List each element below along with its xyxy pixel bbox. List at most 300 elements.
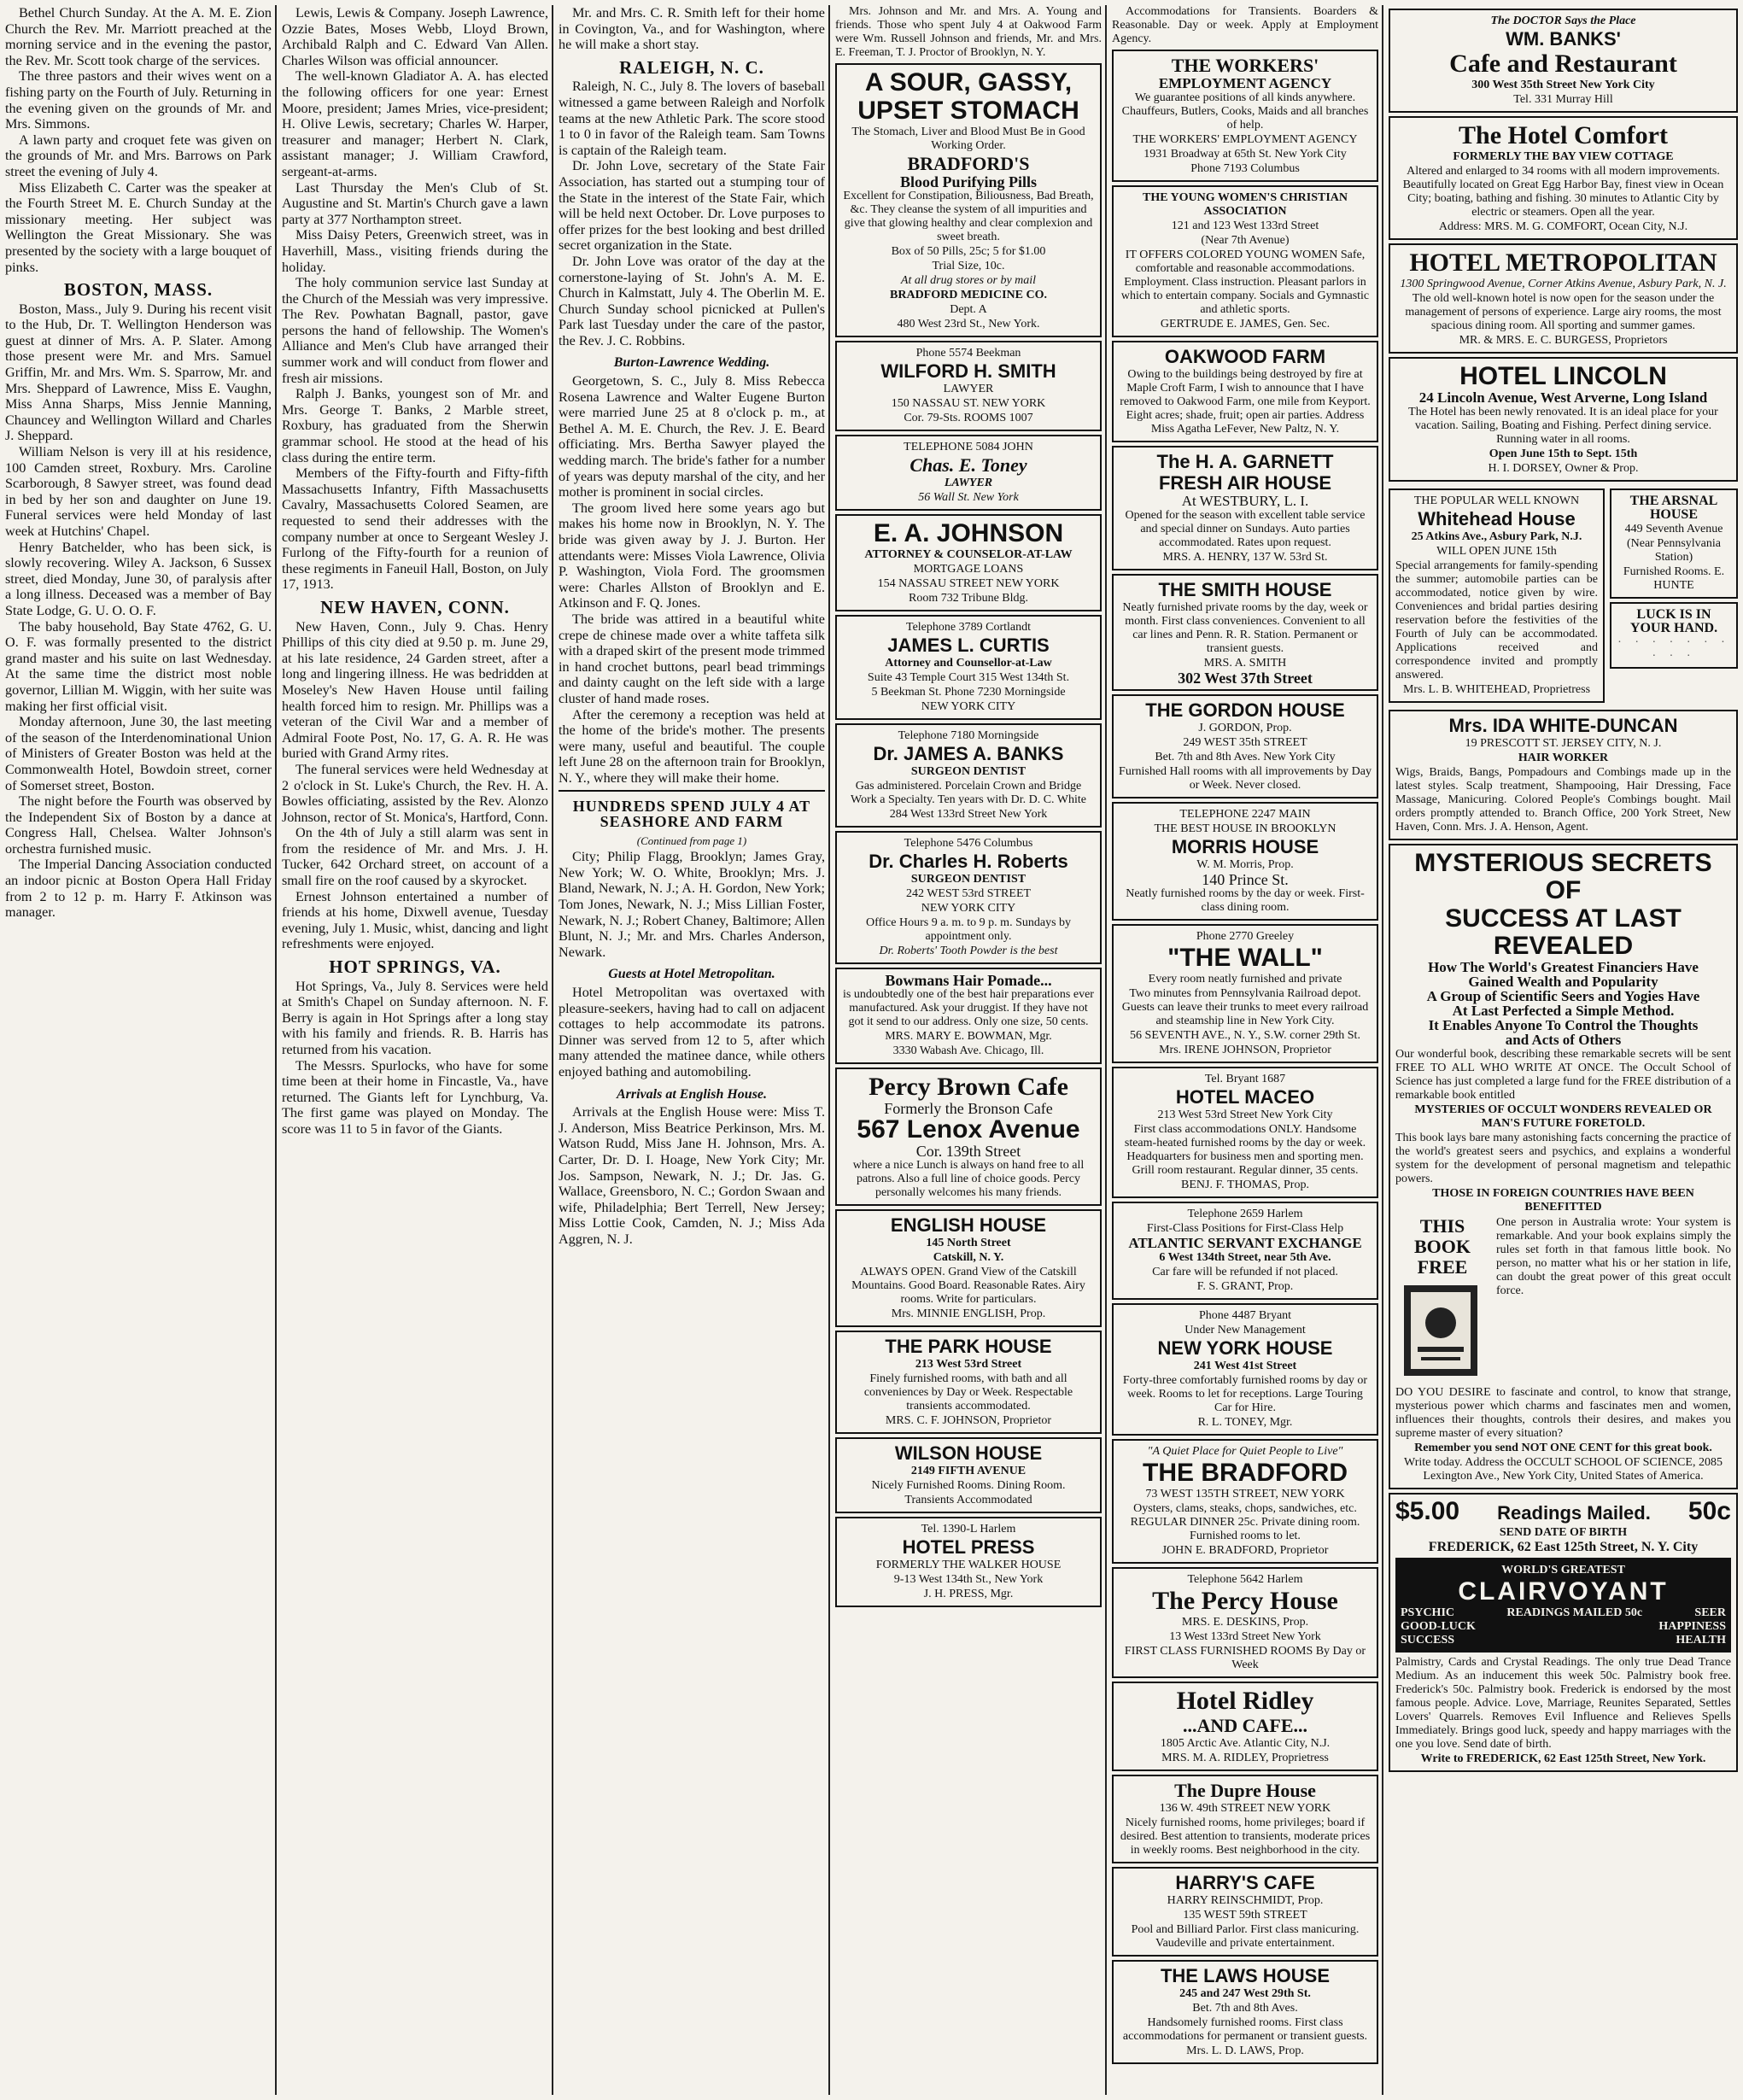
ad-text: One person in Australia wrote: Your system is remarkable. And your book explains simply the rules set forth in that famous little book. No person, no matter what his or her station in life, can doubt the great power of this great occult force. <box>1496 1216 1731 1297</box>
ad-phone: Tel. Bryant 1687 <box>1204 1073 1286 1085</box>
article-text: Ernest Johnson entertained a number of friends at his home, Dixwell avenue, Tuesday evening, July 1. Music, whist, dancing and light refreshments were enjoyed. <box>282 888 548 952</box>
ad-address: 136 W. 49th STREET NEW YORK <box>1159 1802 1331 1815</box>
ad-address: 9-13 West 134th St., New York <box>893 1573 1044 1586</box>
ad-title: Chas. E. Toney <box>910 454 1027 476</box>
ad-arsnal-house <box>1610 488 1738 599</box>
ad-address: 56 SEVENTH AVE., N. Y., S.W. corner 29th St. <box>1130 1029 1360 1042</box>
ad-text: FORMERLY THE WALKER HOUSE <box>875 1559 1062 1571</box>
ad-address: 284 West 133rd Street New York <box>889 808 1048 821</box>
ad-title: MORRIS HOUSE <box>1171 836 1319 857</box>
ad-harrys-cafe <box>1112 1867 1378 1957</box>
ad-text: LAWYER <box>943 383 994 395</box>
ad-text: Nicely Furnished Rooms. Dining Room. <box>871 1479 1066 1492</box>
ad-title: HOTEL LINCOLN <box>1459 362 1667 390</box>
ad-hotel-lincoln <box>1389 357 1738 482</box>
article-text: Boston, Mass., July 9. During his recent visit to the Hub, Dr. T. Wellington Henderson was guest at dinner of Mrs. A. P. Slater. Among those present were Mr. and Mrs. Samuel Griffin, Mr. and Mrs. Wm. S. Sparrow, Mr. and Mrs. Sheppard of Lawrence, Miss E. Vaughn, Miss Anna Sharps, Miss Jennie Manning, Chauncey and Wellington Willard and Charles J. Sheppard. <box>5 301 272 444</box>
ad-title: FRESH AIR HOUSE <box>1158 472 1332 494</box>
ad-subheadline: It Enables Anyone To Control the Thoughts <box>1428 1017 1699 1033</box>
column-rule <box>552 5 553 2095</box>
ad-headline: SUCCESS AT LAST REVEALED <box>1445 904 1682 960</box>
ad-text: Write to FREDERICK, 62 East 125th Street, New York. <box>1420 1752 1706 1765</box>
ad-ea-johnson <box>835 514 1102 611</box>
ad-text: Remember you send NOT ONE CENT for this great book. <box>1414 1442 1712 1454</box>
article-text: Accommodations for Transients. Boarders & Reasonable. Day or week. Apply at Employment Agency. <box>1112 5 1378 45</box>
ad-title: Blood Purifying Pills <box>899 173 1038 190</box>
ad-text: READINGS MAILED 50c <box>1506 1606 1643 1619</box>
ad-workers-employment <box>1112 50 1378 182</box>
ad-title: The Dupre House <box>1174 1780 1316 1801</box>
ad-text: IT OFFERS COLORED YOUNG WOMEN Safe, comfortable and reasonable accommodations. Employment. Class instruction. Pleasant parlors in which to entertain company. Socials and Gymnastic and athletic sports. <box>1120 249 1370 316</box>
ad-garnett-fresh-air-house <box>1112 446 1378 570</box>
ad-text: JOHN E. BRADFORD, Proprietor <box>1161 1544 1329 1557</box>
ad-phone: TELEPHONE 2247 MAIN <box>1179 808 1311 821</box>
ad-address: Cor. 139th Street <box>915 1143 1021 1160</box>
ad-address: 13 West 133rd Street New York <box>1169 1630 1321 1643</box>
ad-text: Neatly furnished rooms by the day or week. First-class dining room. <box>1126 887 1365 914</box>
ad-address: 242 WEST 53rd STREET <box>905 887 1032 900</box>
ad-text: Attorney and Counsellor-at-Law <box>885 657 1052 670</box>
ad-address: 449 Seventh Avenue <box>1624 523 1723 535</box>
ad-hotel-metropolitan <box>1389 243 1738 354</box>
ad-new-york-house <box>1112 1303 1378 1436</box>
ad-subheadline: How The World's Greatest Financiers Have <box>1428 959 1699 975</box>
ad-address: 1300 Springwood Avenue, Corner Atkins Avenue, Asbury Park, N. J. <box>1400 278 1727 290</box>
ad-text: Car fare will be refunded if not placed. <box>1152 1266 1338 1278</box>
ad-title: Cafe and Restaurant <box>1449 50 1677 78</box>
illegible-text: · · · · · · · · · · <box>1617 636 1730 663</box>
ad-title: The Percy House <box>1152 1587 1338 1615</box>
ad-title: The Hotel Comfort <box>1459 121 1668 149</box>
ad-phone: Telephone 2659 Harlem <box>1187 1208 1303 1220</box>
ad-text: HAIR WORKER <box>1518 752 1609 764</box>
ad-text: Write today. Address the OCCULT SCHOOL OF SCIENCE, 2085 Lexington Ave., New York City, United States of America. <box>1404 1456 1723 1483</box>
ad-text: THE WORKERS' EMPLOYMENT AGENCY <box>1132 133 1358 146</box>
ad-text: SUCCESS <box>1401 1634 1455 1647</box>
section-heading-hot-springs: HOT SPRINGS, VA. <box>329 956 501 978</box>
ad-bowmans-pomade <box>835 968 1102 1064</box>
ad-title: The H. A. GARNETT <box>1156 451 1334 472</box>
ad-title: THE YOUNG WOMEN'S CHRISTIAN ASSOCIATION <box>1143 191 1348 218</box>
ad-hotel-maceo <box>1112 1067 1378 1198</box>
ad-address: NEW YORK CITY <box>921 700 1016 713</box>
ad-text: First-Class Positions for First-Class Help <box>1146 1222 1344 1235</box>
ad-text: MRS. A. SMITH <box>1203 657 1287 670</box>
ad-address: 241 West 41st Street <box>1193 1360 1297 1372</box>
ad-text: The old well-known hotel is now open for the season under the management of persons of experience. Large airy rooms, the most spacious dining room. All sporting and summer games. <box>1405 292 1722 332</box>
ad-text: W. M. Morris, Prop. <box>1196 858 1294 871</box>
banner-row <box>1401 1606 1726 1620</box>
ad-text: F. S. GRANT, Prop. <box>1196 1280 1294 1293</box>
ad-body-text <box>1496 1215 1731 1299</box>
article-text: New Haven, Conn., July 9. Chas. Henry Phillips of this city died at 9.50 p. m. June 29, at his late residence, 24 Garden street, after a long and lingering illness. He was bedridden at Moseley's New Haven House until failing health forced him to resign. Mr. Phillips was a veteran of the Civil War and a member of Admiral Foote Post, No. 17, G. A. R. He was buried with Grand Army rites. <box>282 618 548 762</box>
article-text: The funeral services were held Wednesday at 2 o'clock in St. Luke's Church, the Rev. H. A. Bowles officiating, assisted by the Rev. Alonzo Johnson, rector of St. Monica's, Hartford, Conn. <box>282 761 548 825</box>
ad-percy-brown-cafe <box>835 1068 1102 1206</box>
ad-hotel-comfort <box>1389 116 1738 240</box>
ad-address: (Near 7th Avenue) <box>1201 234 1290 247</box>
ad-address: 249 WEST 35th STREET <box>1183 736 1307 749</box>
ad-text: SURGEON DENTIST <box>910 873 1026 886</box>
ad-phone: Telephone 7180 Morningside <box>898 729 1039 742</box>
ad-subheadline: At Last Perfected a Simple Method. <box>1452 1003 1675 1019</box>
ad-address: 480 West 23rd St., New York. <box>897 318 1040 331</box>
ad-text: (Near Pennsylvania Station) <box>1626 537 1722 564</box>
book-illustration <box>1395 1215 1489 1385</box>
ad-text: MRS. A. HENRY, 137 W. 53rd St. <box>1162 551 1328 564</box>
ad-title: Readings Mailed. <box>1497 1502 1651 1524</box>
article-text: Monday afternoon, June 30, the last meeting of the season of the Interdenominational Union of Ministers of Greater Boston was held at the Commonwealth Hotel, Bowdoin street, corner of Somerset street, Boston. <box>5 714 272 793</box>
article-text: The Messrs. Spurlocks, who have for some time been at their home in Fincastle, Va., have returned. The Giants left for Lynchburg, Va. The first game was played on Monday. The score was 11 to 5 in favor of the Giants. <box>282 1057 548 1137</box>
ad-title: HOTEL METROPOLITAN <box>1409 249 1717 277</box>
column-6 <box>1389 5 1738 1775</box>
ad-address: 56 Wall St. New York <box>918 491 1019 504</box>
ad-whitehead-house <box>1389 488 1605 703</box>
ad-title: Percy Brown Cafe <box>869 1073 1068 1101</box>
ad-text: H. I. DORSEY, Owner & Prop. <box>1488 462 1639 475</box>
ad-text: "A Quiet Place for Quiet People to Live" <box>1147 1445 1343 1458</box>
column-3 <box>559 5 825 1248</box>
ad-address: 300 West 35th Street New York City <box>1471 79 1655 91</box>
article-text: Arrivals at the English House were: Miss T. J. Anderson, Miss Beatrice Perkinson, Mrs. M. Watson Rudd, Miss Jane H. Johnson, Mrs. A. Carter, Dr. D. I. Hoage, New York City; Mr. Jos. Sampson, Newark, N. J.; Dr. Jas. G. Wallace, Greensboro, N. C.; Gordon Swaan and wife, Philadelphia; Bert Terrell, New Jersey; Miss Lottie Cook, Camden, N. J.; Miss Ada Aggren, N. J. <box>559 1104 825 1247</box>
ad-title: EMPLOYMENT AGENCY <box>1158 75 1332 91</box>
banner-row <box>1401 1634 1726 1647</box>
ad-text: J. GORDON, Prop. <box>1198 722 1292 734</box>
ad-text: Dr. Roberts' Tooth Powder is the best <box>879 945 1058 957</box>
ad-phone: Tel. 1390-L Harlem <box>921 1523 1016 1536</box>
ad-mysterious-secrets <box>1389 844 1738 1489</box>
ad-text: MRS. C. F. JOHNSON, Proprietor <box>885 1414 1052 1427</box>
ad-text: GERTRUDE E. JAMES, Gen. Sec. <box>1160 318 1331 331</box>
ad-text: Mrs. L. B. WHITEHEAD, Proprietress <box>1402 683 1591 696</box>
ad-text: Furnished Hall rooms with all improvements by Day or Week. Never closed. <box>1119 765 1372 792</box>
ad-phone: Phone 2770 Greeley <box>1196 930 1295 943</box>
ad-text: Special arrangements for family-spending the summer; automobile parties can be accommodated, notice given by wire. Conveniences and bridal parties desiring reservation before the festivities of the Fourth of July can be accommodated. Applications received and correspondence invited and promptly answered. <box>1395 559 1598 681</box>
ad-text: WORLD'S GREATEST <box>1501 1564 1625 1576</box>
ad-price-row <box>1395 1498 1731 1525</box>
article-text: Miss Elizabeth C. Carter was the speaker at the Fourth Street M. E. Church Sunday at the missionary meeting. Her subject was Wellington the Great Missionary. She was presented by the society with a large bouquet of pinks. <box>5 179 272 275</box>
article-text: Dr. John Love, secretary of the State Fair Association, has started out a stumping tour of the State in the interest of the State Fair, which will be held next October. Dr. Love purposes to offer prizes for the best looking and best drilled secret organization in the State. <box>559 158 825 254</box>
book-icon <box>1395 1278 1489 1381</box>
ad-text: Wigs, Braids, Bangs, Pompadours and Combings made up in the latest styles. Scalp treatment, Shampooing, Hair Dressing, Face Massage, Manicuring. Colored People's Combings bought. Mail orders promptly attended to. Branch Office, 200 York Street, New Haven, Conn. Mrs. J. A. Henson, Agent. <box>1395 766 1731 834</box>
ad-address: Catskill, N. Y. <box>933 1251 1004 1264</box>
ad-phone: Telephone 5476 Columbus <box>904 837 1033 850</box>
ad-text: THE POPULAR WELL KNOWN <box>1413 494 1580 507</box>
ad-text: Mrs. MINNIE ENGLISH, Prop. <box>891 1307 1046 1320</box>
ad-title: WILFORD H. SMITH <box>880 360 1056 382</box>
ad-address: Address: MRS. M. G. COMFORT, Ocean City, N.J. <box>1438 220 1688 233</box>
ad-address: 24 Lincoln Avenue, West Arverne, Long Island <box>1418 389 1708 406</box>
ad-phone: Tel. 331 Murray Hill <box>1513 93 1613 106</box>
ad-book-label: THIS BOOK FREE <box>1413 1215 1471 1278</box>
ad-text: Pool and Billiard Parlor. First class manicuring. Vaudeville and private entertainment. <box>1131 1923 1360 1950</box>
ad-atlantic-servant-exchange <box>1112 1202 1378 1300</box>
column-5 <box>1112 5 1378 2068</box>
article-text: Mr. and Mrs. C. R. Smith left for their home in Covington, Va., and for Washington, where he will make a short stay. <box>559 5 825 53</box>
ad-body-row <box>1395 1215 1731 1385</box>
ad-title: OAKWOOD FARM <box>1164 346 1326 367</box>
ad-title: HOTEL MACEO <box>1175 1086 1315 1108</box>
column-rule <box>828 5 830 2095</box>
article-text: Raleigh, N. C., July 8. The lovers of baseball witnessed a game between Raleigh and Norfolk teams at the new Athletic Park. The score stood 1 to 0 in favor of the Raleigh team. Sam Towns is captain of the Raleigh team. <box>559 79 825 158</box>
ad-address: Room 732 Tribune Bldg. <box>908 592 1029 605</box>
ad-price: $5.00 <box>1395 1497 1460 1525</box>
article-text: The bride was attired in a beautiful white crepe de chinese made over a white taffeta silk with a draped skirt of the present mode trimmed in hand crochet buttons, pearl bead trimmings and dainty caught on the left side with a large cluster of hand made roses. <box>559 611 825 706</box>
ad-text: We guarantee positions of all kinds anywhere. Chauffeurs, Butlers, Cooks, Maids and all branches of help. <box>1121 91 1369 132</box>
ad-address: 154 NASSAU STREET NEW YORK <box>877 577 1060 590</box>
ad-address: 150 NASSAU ST. NEW YORK <box>891 397 1046 410</box>
ad-chas-toney <box>835 435 1102 511</box>
article-text: Georgetown, S. C., July 8. Miss Rebecca Rosena Lawrence and Walter Eugene Burton were married June 25 at 8 o'clock p. m., at Bethel A. M. E. Church, the Rev. J. E. Beard officiating. Mrs. Bertha Sawyer played the wedding march. The bride's father for a number of years was deputy marshal of the city, and her mother is prominent in social circles. <box>559 373 825 500</box>
ad-smith-house <box>1112 574 1378 691</box>
ad-title: THE BRADFORD <box>1143 1459 1348 1487</box>
ad-text: At all drug stores or by mail <box>900 274 1037 287</box>
ad-text: FORMERLY THE BAY VIEW COTTAGE <box>1453 150 1674 163</box>
ad-title: "THE WALL" <box>1167 944 1323 972</box>
article-text: William Nelson is very ill at his residence, 100 Camden street, Roxbury. Mrs. Caroline Scarborough, 8 Sawyer street, was found dead in bed by her son and daughter on June 19. Funeral services were held Monday of last week at Hutchins' Chapel. <box>5 444 272 539</box>
ad-text: Oysters, clams, steaks, chops, sandwiches, etc. REGULAR DINNER 25c. Private dining room. Furnished rooms to let. <box>1130 1502 1360 1542</box>
ad-address: 245 and 247 West 29th St. <box>1179 1987 1311 2000</box>
article-text: The baby household, Bay State 4762, G. U. O. F. was formally presented to the district grand master and his suite on last Wednesday. At the same time the district most noble governor, Lillian M. Wiggin, with her suite was making her first official visit. <box>5 618 272 714</box>
ad-wilson-house <box>835 1437 1102 1513</box>
ad-title: THE ARSNAL HOUSE <box>1629 494 1718 522</box>
ad-text: SEND DATE OF BIRTH <box>1499 1526 1628 1539</box>
subheading-wedding: Burton-Lawrence Wedding. <box>613 355 770 371</box>
ad-address: 6 West 134th Street, near 5th Ave. <box>1159 1251 1331 1264</box>
ad-james-curtis <box>835 615 1102 720</box>
article-text: Ralph J. Banks, youngest son of Mr. and Mrs. George T. Banks, 2 Marble street, Roxbury, has graduated from the Sherwin grammar school. He stood at the head of his class during the entire term. <box>282 386 548 465</box>
continued-note: (Continued from page 1) <box>636 834 747 847</box>
ad-text: J. H. PRESS, Mgr. <box>923 1588 1014 1600</box>
ad-text: ALWAYS OPEN. Grand View of the Catskill Mountains. Good Board. Reasonable Rates. Airy rooms. Write for particulars. <box>851 1266 1085 1306</box>
ad-text: Formerly the Bronson Cafe <box>884 1100 1053 1117</box>
ad-text: Owing to the buildings being destroyed by fire at Maple Croft Farm, I wish to announce that I have removed to Oakwood Farm, one mile from Keyport. Eight acres; shade, fruit; open air parties. Address Miss Agatha LeFever, New Paltz, N. Y. <box>1120 368 1371 436</box>
headline-july-4: HUNDREDS SPEND JULY 4 AT SEASHORE AND FARM <box>572 797 811 831</box>
article-text: Hotel Metropolitan was overtaxed with pleasure-seekers, having had to call on adjacent cottages to help accommodate its patrons. Dinner was served from 12 to 5, after which many attended the matinee dance, while others enjoyed bathing and automobiling. <box>559 985 825 1079</box>
ad-title: ...AND CAFE... <box>1182 1715 1308 1736</box>
ad-text: MORTGAGE LOANS <box>913 563 1024 576</box>
ad-text: ATTORNEY & COUNSELOR-AT-LAW <box>864 548 1073 561</box>
ad-ywca <box>1112 185 1378 337</box>
ad-text: MYSTERIES OF OCCULT WONDERS REVEALED OR MAN'S FUTURE FORETOLD. <box>1414 1103 1712 1130</box>
ad-text: PSYCHIC <box>1401 1606 1455 1619</box>
ad-text: MR. & MRS. E. C. BURGESS, Proprietors <box>1459 334 1668 347</box>
article-text: The holy communion service last Sunday at the Church of the Messiah was very impressive. The Rev. Powhatan Bagnall, pastor, gave persons the hand of fellowship. The Women's Alliance and Men's Club have arranged their summer work and will conduct from flower and fresh air missions. <box>282 275 548 386</box>
ad-title: CLAIRVOYANT <box>1458 1577 1669 1606</box>
ad-address: 73 WEST 135TH STREET, NEW YORK <box>1145 1488 1345 1500</box>
divider <box>559 790 825 792</box>
ad-title: Dr. Charles H. Roberts <box>869 851 1068 872</box>
ad-title: WILSON HOUSE <box>894 1442 1043 1464</box>
ad-text: Every room neatly furnished and private <box>1148 973 1342 986</box>
ad-address: 135 WEST 59th STREET <box>1183 1909 1307 1922</box>
ad-title: BRADFORD'S <box>907 153 1030 174</box>
ad-address: 121 and 123 West 133rd Street <box>1171 219 1319 232</box>
ad-text: Finely furnished rooms, with bath and all conveniences by Day or Week. Respectable transients accommodated. <box>863 1372 1073 1413</box>
article-text: Last Thursday the Men's Club of St. Augustine and St. Martin's Church gave a lawn party at 377 Northampton street. <box>282 179 548 227</box>
ad-morris-house <box>1112 802 1378 921</box>
ad-address: NEW YORK CITY <box>921 902 1016 915</box>
ad-text: SEER <box>1694 1606 1726 1619</box>
ad-address: Bet. 7th and 8th Aves. New York City <box>1155 751 1336 763</box>
ad-title: Hotel Ridley <box>1176 1687 1314 1715</box>
ad-text: THE BEST HOUSE IN BROOKLYN <box>1154 822 1336 835</box>
clairvoyant-banner <box>1395 1558 1731 1653</box>
ad-text: Under New Management <box>1184 1324 1306 1337</box>
ad-ida-white-duncan <box>1389 710 1738 840</box>
ad-address: Bet. 7th and 8th Aves. <box>1192 2002 1298 2015</box>
ad-gordon-house <box>1112 694 1378 798</box>
ad-text: The Stomach, Liver and Blood Must Be in Good Working Order. <box>851 126 1085 152</box>
ad-text: The Hotel has been newly renovated. It is an ideal place for your vacation. Sailing, Boating and Fishing. Perfect dining service. Running water in all rooms. <box>1408 406 1718 446</box>
ad-text: is undoubtedly one of the best hair preparations ever manufactured. Ask your druggist. If they have not got it send to our address. Only one size, 50 cents. <box>843 988 1094 1028</box>
article-text: Members of the Fifty-fourth and Fifty-fifth Massachusetts Infantry, Fifth Massachusetts Cavalry, Massachusetts Colored Seamen, are requested to send their addresses with the company number at once to Sergeant Wesley J. Furlong of the Fifty-fourth for a reunion of these regiments in Faneuil Hall, Boston, on July 17, 1913. <box>282 465 548 593</box>
ad-headline: A SOUR, GASSY, <box>864 68 1073 97</box>
article-text: On the 4th of July a still alarm was sent in from the residence of Mr. and Mrs. J. H. Tucker, 642 Orchard street, on account of a small fire on the roof caused by a skyrocket. <box>282 825 548 889</box>
article-text: The Imperial Dancing Association conducted an indoor picnic at Boston Opera Hall Friday from 2 to 12 p. m. Harry F. Atkinson was manager. <box>5 857 272 921</box>
ad-text: Nicely furnished rooms, home privileges; board if desired. Best attention to transients, moderate prices in weekly rooms. Best neighborhood in the city. <box>1120 1816 1371 1857</box>
article-text: Mrs. Johnson and Mr. and Mrs. A. Young and friends. Those who spent July 4 at Oakwood Farm were Wm. Russell Johnson and friends, Mr. and Mrs. E. Freeman, T. J. Proctor of Brooklyn, N. Y. <box>835 5 1102 59</box>
ad-laws-house <box>1112 1960 1378 2064</box>
ad-phone: Phone 4487 Bryant <box>1198 1309 1292 1322</box>
ad-subheadline: Gained Wealth and Popularity <box>1468 974 1658 990</box>
ad-address: 1931 Broadway at 65th St. New York City <box>1143 148 1347 161</box>
ad-company: BRADFORD MEDICINE CO. <box>890 289 1047 301</box>
ad-luck-hand <box>1610 602 1738 669</box>
ad-title: ENGLISH HOUSE <box>890 1214 1047 1236</box>
ad-title: Bowmans Hair Pomade... <box>885 972 1052 989</box>
ad-text: DO YOU DESIRE to fascinate and control, to know that strange, mysterious power which charms and fascinates men and women, influences their thoughts, controls their desires, and makes you supreme master of every situation? <box>1395 1386 1731 1440</box>
ad-address: 302 West 37th Street <box>1178 670 1313 687</box>
ad-text: This book lays bare many astonishing facts concerning the practice of the world's greatest seers and psychics, and explains a wonderful system for the development of personal magnetism and telepathic powers. <box>1395 1132 1731 1185</box>
ad-text: The DOCTOR Says the Place <box>1490 15 1636 27</box>
article-text: The groom lived here some years ago but makes his home now in Brooklyn, N. Y. The bride was given away by J. J. Burton. Her attendants were: Misses Viola Lawrence, Olivia P. Washington, Viola Ford. The groomsmen were: Charles Allston of Brooklyn and E. Atkinson and F. Q. Jones. <box>559 500 825 611</box>
ad-address: Cor. 79-Sts. ROOMS 1007 <box>904 412 1033 424</box>
ad-title: Dr. JAMES A. BANKS <box>873 743 1064 764</box>
ad-park-house <box>835 1331 1102 1434</box>
ad-text: FIRST CLASS FURNISHED ROOMS By Day or Week <box>1124 1645 1366 1671</box>
ad-price: Box of 50 Pills, 25c; 5 for $1.00 <box>891 245 1046 258</box>
ad-headline: MYSTERIOUS SECRETS OF <box>1414 849 1712 904</box>
section-heading-raleigh: RALEIGH, N. C. <box>619 56 764 78</box>
ad-title: Mrs. IDA WHITE-DUNCAN <box>1448 715 1678 736</box>
ad-wm-banks-cafe <box>1389 9 1738 113</box>
ad-address: 3330 Wabash Ave. Chicago, Ill. <box>892 1044 1044 1057</box>
ad-text: Our wonderful book, describing these remarkable secrets will be sent FREE TO ALL WHO WRITE AT ONCE. The Occult School of Science has just completed a large fund for the FREE distribution of a remarkable book entitled <box>1395 1048 1731 1102</box>
column-4 <box>835 5 1102 1611</box>
article-text: Miss Daisy Peters, Greenwich street, was in Haverhill, Mass., visiting friends during the holiday. <box>282 227 548 275</box>
ad-title: NEW YORK HOUSE <box>1157 1337 1333 1359</box>
column-rule <box>1105 5 1107 2095</box>
ad-title: THE PARK HOUSE <box>885 1336 1052 1357</box>
ad-stack <box>1610 485 1738 706</box>
ad-english-house <box>835 1209 1102 1327</box>
ad-phone: Phone 5574 Beekman <box>915 347 1021 360</box>
ad-text: HARRY REINSCHMIDT, Prop. <box>1167 1894 1324 1907</box>
ad-text: Excellent for Constipation, Biliousness, Bad Breath, &c. They cleanse the system of all impurities and give that glowing healthy and clear complexion and sweet breath. <box>843 190 1094 243</box>
article-text: After the ceremony a reception was held at the home of the bride's mother. The presents were many, useful and beautiful. The couple left June 28 on the afternoon train for Brooklyn, N. Y., where they will make their home. <box>559 706 825 786</box>
ad-address: 19 PRESCOTT ST. JERSEY CITY, N. J. <box>1465 737 1662 750</box>
ad-text: Gas administered. Porcelain Crown and Bridge Work a Specialty. Ten years with Dr. D. C. White <box>850 780 1087 806</box>
ad-subheadline: and Acts of Others <box>1505 1032 1622 1048</box>
ad-address: 2149 FIFTH AVENUE <box>910 1465 1026 1477</box>
ad-text: SURGEON DENTIST <box>910 765 1026 778</box>
ad-address: 213 West 53rd Street <box>915 1358 1022 1371</box>
ad-address: FREDERICK, 62 East 125th Street, N. Y. City <box>1428 1540 1699 1554</box>
ad-price: 50c <box>1687 1497 1731 1525</box>
ad-text: R. L. TONEY, Mgr. <box>1197 1416 1293 1429</box>
ad-text: Neatly furnished private rooms by the day, week or month. First class conveniences. Convenient to all car lines and Penn. R. R. Station. Permanent or transient guests. <box>1122 601 1368 655</box>
ad-text: HEALTH <box>1676 1634 1726 1647</box>
ad-text: Altered and enlarged to 34 rooms with all modern improvements. Beautifully located on Great Egg Harbor Bay, finest view in Ocean City; boating, bathing and fishing. 30 minutes to Atlantic City by electric or steamers. Open all the year. <box>1402 165 1724 219</box>
article-text: Bethel Church Sunday. At the A. M. E. Zion Church the Rev. Mr. Marriott preached at the morning service and in the evening the pastor, the Rev. Mr. Scott took charge of the services. <box>5 5 272 68</box>
ad-frederick-readings <box>1389 1493 1738 1772</box>
subheading-metropolitan: Guests at Hotel Metropolitan. <box>608 967 775 982</box>
ad-text: THOSE IN FOREIGN COUNTRIES HAVE BEEN BENEFITTED <box>1432 1187 1694 1214</box>
ad-address: 25 Atkins Ave., Asbury Park, N.J. <box>1411 530 1582 543</box>
ad-the-bradford <box>1112 1439 1378 1564</box>
article-text: The well-known Gladiator A. A. has elected the following officers for one year: Ernest Moore, president; James Mries, vice-president; H. Olive Lewis, secretary; Charles W. Harper, treasurer and manager; Herbert N. Clark, assistant manager; J. William Crawford, sergeant-at-arms. <box>282 68 548 179</box>
ad-title: WM. BANKS' <box>1506 28 1621 50</box>
ad-oakwood-farm <box>1112 341 1378 442</box>
ad-title: THE GORDON HOUSE <box>1145 699 1345 721</box>
subheading-english-house: Arrivals at English House. <box>616 1086 768 1102</box>
article-text: Dr. John Love was orator of the day at the cornerstone-laying of St. John's A. M. E. Church in Kalmstatt, July 4. The Oberlin M. E. Church Sunday school picnicked at Pullen's Park last Tuesday under the care of the pastor, the Rev. J. C. Robbins. <box>559 253 825 348</box>
ad-phone: TELEPHONE 5084 JOHN <box>904 441 1033 453</box>
ad-text: Furnished Rooms. E. HUNTE <box>1623 565 1725 592</box>
ad-wilford-smith <box>835 341 1102 431</box>
banner-row <box>1401 1620 1726 1634</box>
ad-row <box>1389 485 1738 706</box>
ad-subheadline: A Group of Scientific Seers and Yogies Have <box>1426 988 1700 1004</box>
ad-title: Whitehead House <box>1418 508 1576 529</box>
ad-text: Forty-three comfortably furnished rooms by day or week. Rooms to let for receptions. Large Touring Car for Hire. <box>1122 1374 1368 1414</box>
ad-address: 145 North Street <box>926 1237 1011 1249</box>
ad-text: BENJ. F. THOMAS, Prop. <box>1181 1179 1309 1191</box>
article-text: Hot Springs, Va., July 8. Services were held at Smith's Chapel on Sunday afternoon. N. F. Berry is again in Hot Springs after a long stay with his family and friends. R. B. Harris has returned from his vacation. <box>282 978 548 1057</box>
ad-hotel-press <box>835 1517 1102 1607</box>
article-text: A lawn party and croquet fete was given on the grounds of Mr. and Mrs. Barrows on Park street the evening of July 4. <box>5 132 272 179</box>
article-text: The night before the Fourth was observed by the Independent Six of Boston by a dance at Congress Hall, Chelsea. Walter Johnson's orchestra furnished music. <box>5 793 272 857</box>
ad-james-banks <box>835 723 1102 828</box>
ad-headline: UPSET STOMACH <box>857 97 1079 125</box>
ad-text: Office Hours 9 a. m. to 9 p. m. Sundays by appointment only. <box>865 916 1072 943</box>
ad-price: Trial Size, 10c. <box>932 260 1005 272</box>
ad-phone: Phone 7193 Columbus <box>1190 162 1300 175</box>
ad-text: Two minutes from Pennsylvania Railroad depot. Guests can leave their trunks to meet every railroad and steamship line in New York City. <box>1121 987 1369 1027</box>
ad-address: 567 Lenox Avenue <box>857 1115 1080 1144</box>
ad-title: E. A. JOHNSON <box>873 519 1064 547</box>
ad-text: LAWYER <box>944 477 993 489</box>
ad-text: Handsomely furnished rooms. First class accommodations for permanent or transient guests. <box>1122 2016 1368 2043</box>
ad-phone: Telephone 3789 Cortlandt <box>906 621 1031 634</box>
ad-text: HAPPINESS <box>1658 1620 1726 1633</box>
ad-text: Mrs. IRENE JOHNSON, Proprietor <box>1159 1044 1331 1056</box>
ad-text: Mrs. L. D. LAWS, Prop. <box>1186 2044 1304 2057</box>
article-text: Henry Batchelder, who has been sick, is slowly recovering. Wiley A. Jackson, 6 Sussex street, died Monday, June 30, of paralysis after a long illness. Deceased was a member of Bay State Lodge, G. U. O. O. F. <box>5 539 272 618</box>
ad-title: HARRY'S CAFE <box>1175 1872 1315 1893</box>
section-heading-boston: BOSTON, MASS. <box>63 279 213 301</box>
ad-bradford-pills <box>835 63 1102 337</box>
ad-address: 1805 Arctic Ave. Atlantic City, N.J. <box>1160 1737 1331 1750</box>
column-rule <box>1382 5 1383 2095</box>
ad-hotel-ridley <box>1112 1682 1378 1771</box>
ad-dupre-house <box>1112 1775 1378 1863</box>
column-2 <box>282 5 548 1138</box>
article-text: City; Philip Flagg, Brooklyn; James Gray, New York; W. O. White, Brooklyn; Mrs. J. Bland, Newark, N. J.; A. H. Gordon, New York; Tom Jones, Newark, N. J.; Miss Lillian Foster, Newark, N. J.; Robert Chaney, Baltimore; Allen Blunt, N. J.; Mr. and Mrs. Charles Anderson, Newark. <box>559 849 825 960</box>
ad-text: MRS. MARY E. BOWMAN, Mgr. <box>885 1030 1052 1043</box>
ad-text: MRS. M. A. RIDLEY, Proprietress <box>1161 1752 1329 1764</box>
ad-title: HOTEL PRESS <box>902 1536 1035 1558</box>
ad-text: GOOD-LUCK <box>1401 1620 1476 1633</box>
